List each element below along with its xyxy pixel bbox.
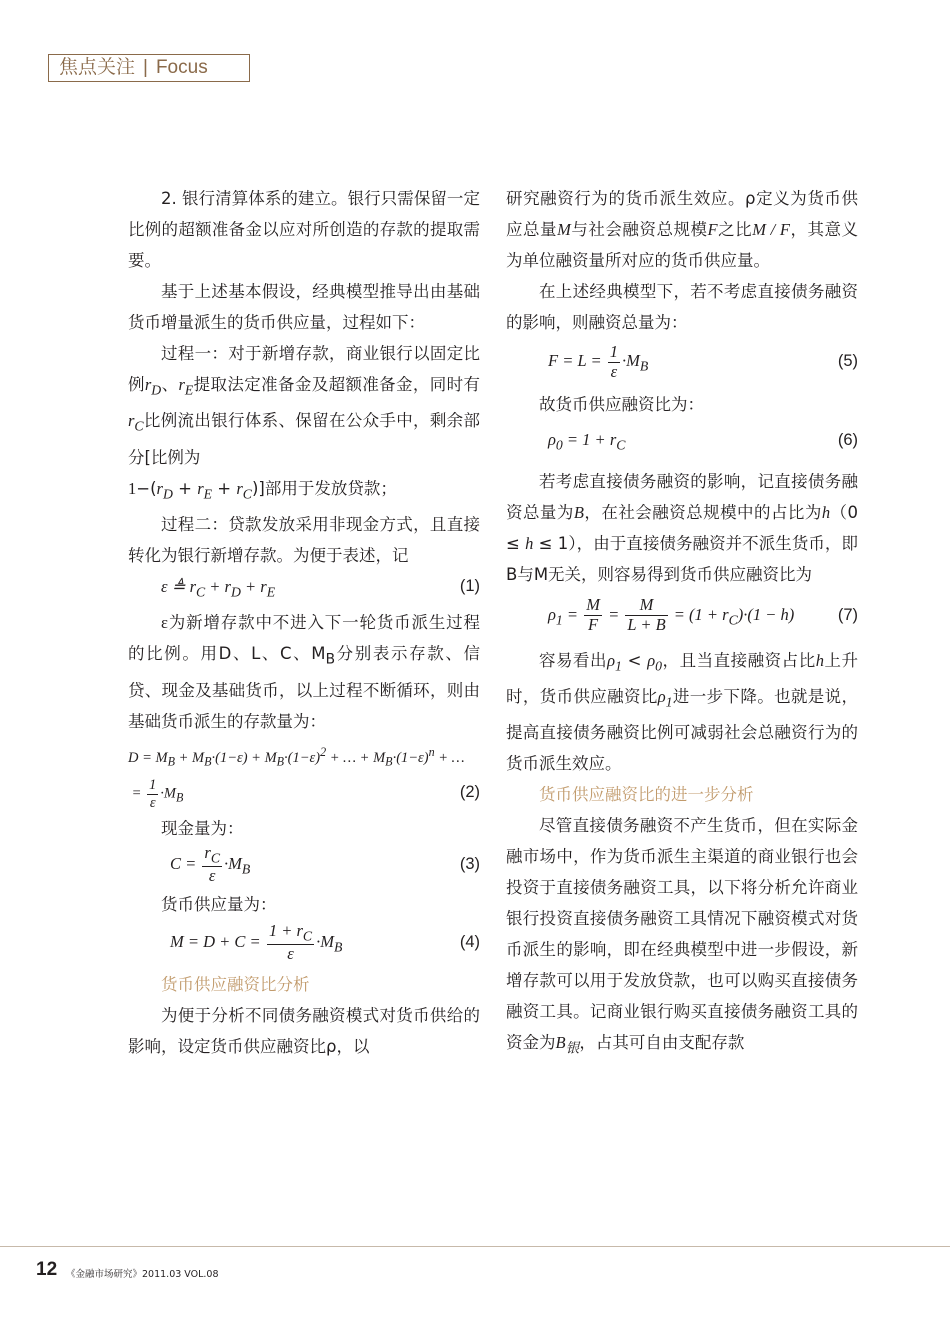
right-column	[506, 183, 858, 1064]
paragraph-ratio-definition: 研究融资行为的货币派生效应。ρ定义为货币供应总量M与社会融资总规模F之比M / F，其意义为单位融资量所对应的货币供应量。	[506, 189, 859, 270]
paragraph-process-1: 过程一：对于新增存款，商业银行以固定比例$r_D$、$r_E$提取法定准备金及超额准备金，同时有$r_C$比例流出银行体系、保留在公众手中，剩余部分[比例为 $1-(r_D + r_E + r_C)$]部用于发放贷款；	[128, 344, 481, 501]
paragraph-assumption-2: 2. 银行清算体系的建立。银行只需保留一定比例的超额准备金以应对所创造的存款的提取需要。	[128, 189, 480, 270]
equation-7: $\rho_1$ = $\frac{M}{F}$ = $\frac{M}{L + B}$ = $(1 + r_C)\cdot(1 - h)$ (7)	[548, 595, 858, 635]
equation-4: M = D + C = $\frac{1 + r_C}{\varepsilon}$ $\cdot M_B$ (4)	[170, 921, 480, 964]
section-heading-ratio-analysis: 货币供应融资比分析	[161, 975, 310, 995]
section-header	[48, 54, 250, 82]
paragraph-ratio-comparison: 容易看出$\rho_1 < \rho_0$，且当直接融资占比h上升时，货币供应融资比$\rho_1$进一步下降。也就是说，提高直接债务融资比例可减弱社会总融资行为的货币派生效应。	[506, 650, 859, 774]
left-column	[128, 183, 480, 1062]
journal-citation: 《金融市场研究》2011.03 VOL.08	[66, 1269, 219, 1280]
paragraph-epsilon-def: ε为新增存款中不进入下一轮货币派生过程的比例。用D、L、C、$M_B$分别表示存款、信贷、现金及基础货币，以上过程不断循环，则由基础货币派生的存款量为：	[128, 613, 481, 732]
page-number: 12	[36, 1259, 58, 1280]
paragraph-process-2: 过程二：贷款发放采用非现金方式，且直接转化为银行新增存款。为便于表述，记	[128, 514, 480, 565]
paragraph-further-analysis: 尽管直接债务融资不产生货币，但在实际金融市场中，作为货币派生主渠道的商业银行也会投资于直接债务融资工具，以下将分析允许商业银行投资直接债务融资工具情况下融资模式对货币派生的影响，即在经典模型中进一步假设，新增存款可以用于发放贷款，也可以购买直接债务融资工具。记商业银行购买直接债务融资工具的资金为$B_银$，占其可自由支配存款	[506, 816, 858, 1056]
equation-3: C = $\frac{r_C}{\varepsilon}$ $\cdot M_B$ (3)	[170, 842, 480, 885]
section-header-en: Focus	[155, 57, 208, 78]
header-separator: |	[143, 57, 148, 78]
section-header-cn: 焦点关注	[59, 57, 136, 78]
paragraph-classic-model: 在上述经典模型下，若不考虑直接债务融资的影响，则融资总量为：	[506, 282, 858, 332]
paragraph-ratio-intro: 为便于分析不同债务融资模式对货币供给的影响，设定货币供应融资比ρ，以	[128, 1006, 480, 1057]
section-heading-further-analysis: 货币供应融资比的进一步分析	[539, 785, 754, 805]
paragraph-cash-amount: 现金量为：	[161, 818, 244, 838]
equation-6: $\rho_0 = 1 + r_C$ (6)	[548, 430, 858, 453]
paragraph-ratio-result: 故货币供应融资比为：	[539, 395, 704, 415]
equation-2: $D = M_B + M_B\cdot(1-\varepsilon) + M_B\cdot(1-\varepsilon)^2$ + … + $M_B\cdot(1-\varepsilon)^n$ + … = $\frac{1}{\varepsilon}$ $\cdot M_B$ (2)	[128, 745, 480, 811]
paragraph-derivation-intro: 基于上述基本假设，经典模型推导出由基础货币增量派生的货币供应量，过程如下：	[128, 282, 480, 332]
footer-divider	[0, 1246, 950, 1247]
paragraph-money-supply: 货币供应量为：	[161, 894, 277, 914]
equation-1: ε ≜ $r_C + r_D + r_E$ (1)	[161, 576, 480, 600]
paragraph-direct-debt: 若考虑直接债务融资的影响，记直接债务融资总量为B，在社会融资总规模中的占比为h（0 ≤ h ≤ 1），由于直接债务融资并不派生货币，即B与M无关，则容易得到货币供应融资比为	[506, 471, 859, 584]
equation-5: F = L = $\frac{1}{\varepsilon}$ $\cdot M_B$ (5)	[548, 341, 858, 381]
